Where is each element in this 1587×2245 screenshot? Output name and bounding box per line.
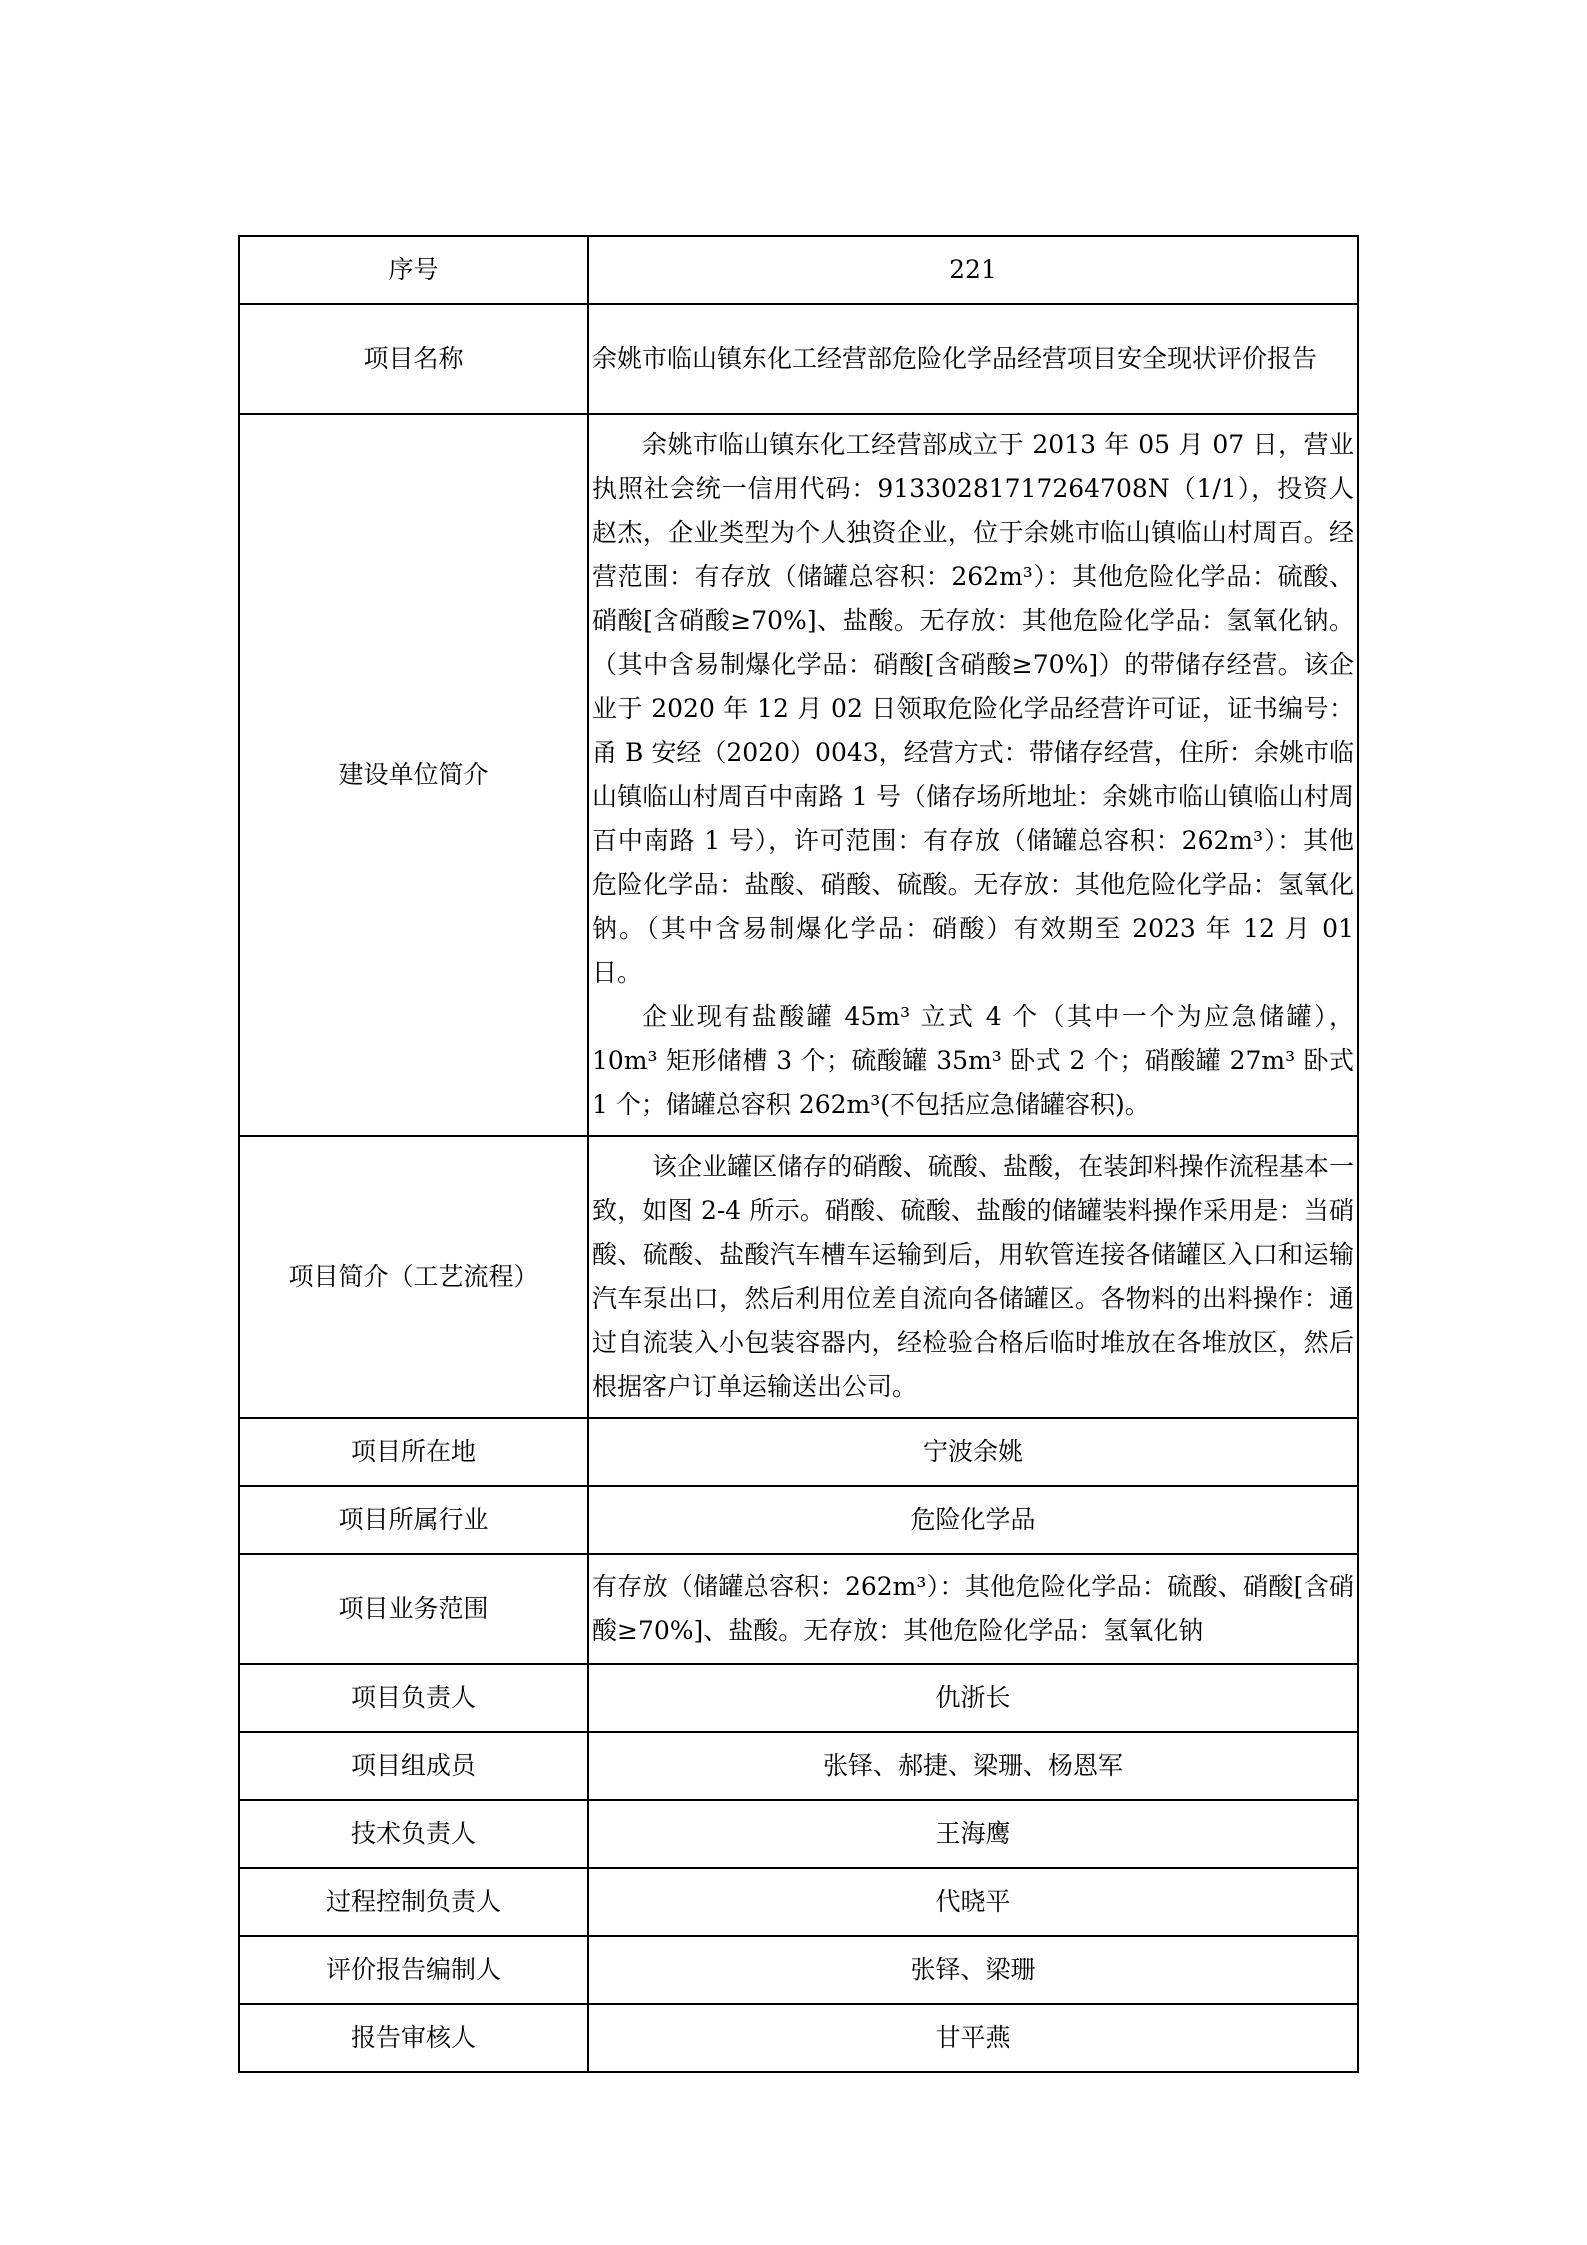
process-intro-paragraph: 该企业罐区储存的硝酸、硫酸、盐酸，在装卸料操作流程基本一致，如图 2-4 所示。硝酸、硫酸、盐酸的储罐装料操作采用是：当硝酸、硫酸、盐酸汽车槽车运输到后，用软管连接各储罐区入口和运输汽车泵出口，然后利用位差自流向各储罐区。各物料的出料操作：通过自流装入小包装容器内，经检验合格后临时堆放在各堆放区，然后根据客户订单运输送出公司。 [592,1152,1354,1401]
industry-label: 项目所属行业 [239,1486,588,1554]
project-leader-value: 仇浙长 [588,1664,1358,1732]
project-name-value: 余姚市临山镇东化工经营部危险化学品经营项目安全现状评价报告 [588,304,1358,414]
row-unit-intro [239,414,1358,1136]
unit-intro-value [588,414,1358,1136]
row-process-control [239,1868,1358,1936]
business-scope-label: 项目业务范围 [239,1554,588,1664]
unit-intro-paragraph-1: 余姚市临山镇东化工经营部成立于 2013 年 05 月 07 日，营业执照社会统一信用代码：91330281717264708N（1/1），投资人赵杰，企业类型为个人独资企业，位于余姚市临山镇临山村周百。经营范围：有存放（储罐总容积：262m³）：其他危险化学品：硫酸、硝酸[含硝酸≥70%]、盐酸。无存放：其他危险化学品：氢氧化钠。（其中含易制爆化学品：硝酸[含硝酸≥70%]）的带储存经营。该企业于 2020 年 12 月 02 日领取危险化学品经营许可证，证书编号：甬 B 安经（2020）0043，经营方式：带储存经营，住所：余姚市临山镇临山村周百中南路 1 号（储存场所地址：余姚市临山镇临山村周百中南路 1 号），许可范围：有存放（储罐总容积：262m³）：其他危险化学品：盐酸、硝酸、硫酸。无存放：其他危险化学品：氢氧化钠。（其中含易制爆化学品：硝酸）有效期至 2023 年 12 月 01 日。 [592,430,1354,987]
business-scope-value: 有存放（储罐总容积：262m³）：其他危险化学品：硫酸、硝酸[含硝酸≥70%]、盐酸。无存放：其他危险化学品：氢氧化钠 [588,1554,1358,1664]
process-intro-value [588,1136,1358,1418]
row-location [239,1418,1358,1486]
row-report-author [239,1936,1358,2004]
report-author-label: 评价报告编制人 [239,1936,588,2004]
row-project-name [239,304,1358,414]
unit-intro-paragraph-2: 企业现有盐酸罐 45m³ 立式 4 个（其中一个为应急储罐），10m³ 矩形储槽 3 个；硫酸罐 35m³ 卧式 2 个；硝酸罐 27m³ 卧式 1 个；储罐总容积 262m³(不包括应急储罐容积)。 [592,1002,1354,1119]
report-reviewer-value: 甘平燕 [588,2004,1358,2072]
process-control-label: 过程控制负责人 [239,1868,588,1936]
process-control-value: 代晓平 [588,1868,1358,1936]
team-members-label: 项目组成员 [239,1732,588,1800]
serial-label: 序号 [239,236,588,304]
report-reviewer-label: 报告审核人 [239,2004,588,2072]
row-serial [239,236,1358,304]
project-leader-label: 项目负责人 [239,1664,588,1732]
row-team-members [239,1732,1358,1800]
report-author-value: 张铎、梁珊 [588,1936,1358,2004]
industry-value: 危险化学品 [588,1486,1358,1554]
tech-leader-value: 王海鹰 [588,1800,1358,1868]
tech-leader-label: 技术负责人 [239,1800,588,1868]
location-label: 项目所在地 [239,1418,588,1486]
project-info-table [238,235,1359,2073]
row-industry [239,1486,1358,1554]
row-report-reviewer [239,2004,1358,2072]
row-process-intro [239,1136,1358,1418]
serial-value: 221 [588,236,1358,304]
process-intro-label: 项目简介（工艺流程） [239,1136,588,1418]
team-members-value: 张铎、郝捷、梁珊、杨恩军 [588,1732,1358,1800]
unit-intro-label: 建设单位简介 [239,414,588,1136]
row-tech-leader [239,1800,1358,1868]
location-value: 宁波余姚 [588,1418,1358,1486]
row-project-leader [239,1664,1358,1732]
project-name-label: 项目名称 [239,304,588,414]
row-business-scope [239,1554,1358,1664]
